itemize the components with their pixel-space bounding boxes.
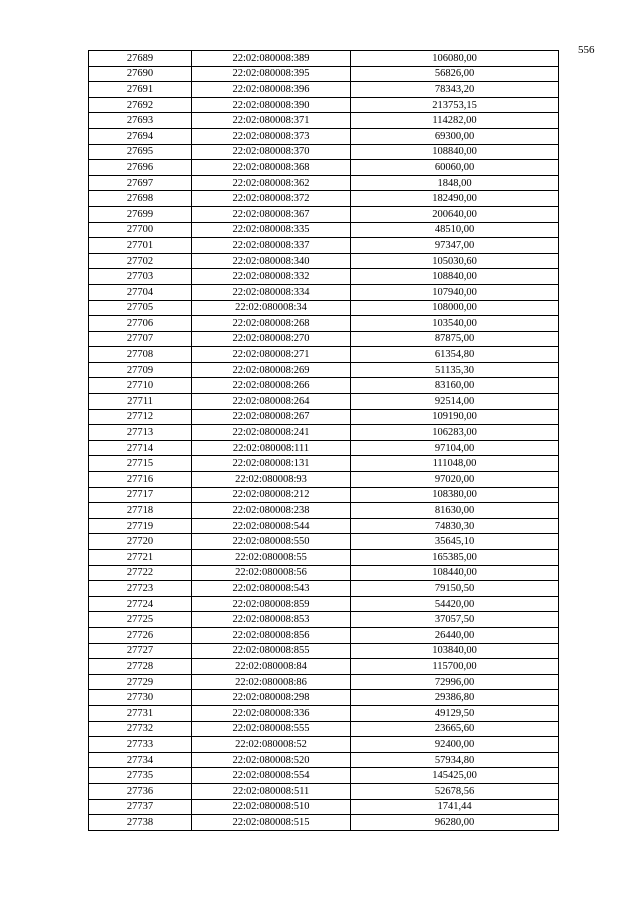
value-cell: 92400,00: [351, 737, 559, 753]
value-cell: 108000,00: [351, 300, 559, 316]
table-row: [89, 752, 559, 768]
value-cell: 182490,00: [351, 191, 559, 207]
record-number-cell: 27704: [89, 284, 192, 300]
record-number-cell: 27730: [89, 690, 192, 706]
table-row: [89, 783, 559, 799]
value-cell: 109190,00: [351, 409, 559, 425]
value-cell: 49129,50: [351, 705, 559, 721]
table-row: [89, 191, 559, 207]
table-row: [89, 347, 559, 363]
table-row: [89, 284, 559, 300]
record-number-cell: 27724: [89, 596, 192, 612]
table-row: [89, 768, 559, 784]
cadastral-number-cell: 22:02:080008:340: [192, 253, 351, 269]
cadastral-number-cell: 22:02:080008:241: [192, 425, 351, 441]
record-number-cell: 27709: [89, 362, 192, 378]
record-number-cell: 27723: [89, 581, 192, 597]
record-number-cell: 27702: [89, 253, 192, 269]
cadastral-number-cell: 22:02:080008:853: [192, 612, 351, 628]
value-cell: 97020,00: [351, 472, 559, 488]
cadastral-number-cell: 22:02:080008:212: [192, 487, 351, 503]
cadastral-number-cell: 22:02:080008:555: [192, 721, 351, 737]
cadastral-number-cell: 22:02:080008:268: [192, 316, 351, 332]
record-number-cell: 27701: [89, 238, 192, 254]
table-row: [89, 815, 559, 831]
record-number-cell: 27710: [89, 378, 192, 394]
table-row: [89, 721, 559, 737]
record-number-cell: 27725: [89, 612, 192, 628]
cadastral-number-cell: 22:02:080008:334: [192, 284, 351, 300]
value-cell: 29386,80: [351, 690, 559, 706]
cadastral-number-cell: 22:02:080008:554: [192, 768, 351, 784]
value-cell: 97347,00: [351, 238, 559, 254]
table-row: [89, 705, 559, 721]
value-cell: 78343,20: [351, 82, 559, 98]
cadastral-number-cell: 22:02:080008:337: [192, 238, 351, 254]
value-cell: 92514,00: [351, 394, 559, 410]
table-row: [89, 128, 559, 144]
table-row: [89, 206, 559, 222]
value-cell: 108440,00: [351, 565, 559, 581]
value-cell: 1848,00: [351, 175, 559, 191]
table-row: [89, 425, 559, 441]
cadastral-number-cell: 22:02:080008:389: [192, 51, 351, 67]
record-number-cell: 27715: [89, 456, 192, 472]
table-row: [89, 487, 559, 503]
value-cell: 26440,00: [351, 627, 559, 643]
cadastral-number-cell: 22:02:080008:269: [192, 362, 351, 378]
cadastral-number-cell: 22:02:080008:238: [192, 503, 351, 519]
value-cell: 60060,00: [351, 160, 559, 176]
record-number-cell: 27690: [89, 66, 192, 82]
registry-table: [88, 50, 559, 831]
table-row: [89, 440, 559, 456]
cadastral-number-cell: 22:02:080008:396: [192, 82, 351, 98]
cadastral-number-cell: 22:02:080008:298: [192, 690, 351, 706]
record-number-cell: 27694: [89, 128, 192, 144]
cadastral-number-cell: 22:02:080008:84: [192, 659, 351, 675]
value-cell: 200640,00: [351, 206, 559, 222]
cadastral-number-cell: 22:02:080008:52: [192, 737, 351, 753]
value-cell: 57934,80: [351, 752, 559, 768]
record-number-cell: 27733: [89, 737, 192, 753]
record-number-cell: 27719: [89, 518, 192, 534]
table-row: [89, 472, 559, 488]
cadastral-number-cell: 22:02:080008:856: [192, 627, 351, 643]
record-number-cell: 27735: [89, 768, 192, 784]
table-row: [89, 394, 559, 410]
value-cell: 61354,80: [351, 347, 559, 363]
cadastral-number-cell: 22:02:080008:266: [192, 378, 351, 394]
table-row: [89, 565, 559, 581]
value-cell: 79150,50: [351, 581, 559, 597]
value-cell: 213753,15: [351, 97, 559, 113]
record-number-cell: 27711: [89, 394, 192, 410]
table-row: [89, 378, 559, 394]
record-number-cell: 27696: [89, 160, 192, 176]
record-number-cell: 27737: [89, 799, 192, 815]
table-row: [89, 518, 559, 534]
value-cell: 165385,00: [351, 550, 559, 566]
table-row: [89, 82, 559, 98]
table-row: [89, 51, 559, 67]
record-number-cell: 27705: [89, 300, 192, 316]
value-cell: 106080,00: [351, 51, 559, 67]
table-row: [89, 300, 559, 316]
value-cell: 108380,00: [351, 487, 559, 503]
cadastral-number-cell: 22:02:080008:86: [192, 674, 351, 690]
cadastral-number-cell: 22:02:080008:543: [192, 581, 351, 597]
table-row: [89, 113, 559, 129]
table-row: [89, 737, 559, 753]
record-number-cell: 27700: [89, 222, 192, 238]
record-number-cell: 27693: [89, 113, 192, 129]
table-row: [89, 175, 559, 191]
registry-table-body: [89, 51, 559, 831]
cadastral-number-cell: 22:02:080008:855: [192, 643, 351, 659]
table-row: [89, 362, 559, 378]
cadastral-number-cell: 22:02:080008:515: [192, 815, 351, 831]
value-cell: 69300,00: [351, 128, 559, 144]
cadastral-number-cell: 22:02:080008:520: [192, 752, 351, 768]
record-number-cell: 27728: [89, 659, 192, 675]
record-number-cell: 27722: [89, 565, 192, 581]
cadastral-number-cell: 22:02:080008:371: [192, 113, 351, 129]
record-number-cell: 27692: [89, 97, 192, 113]
value-cell: 83160,00: [351, 378, 559, 394]
cadastral-number-cell: 22:02:080008:332: [192, 269, 351, 285]
table-row: [89, 534, 559, 550]
table-row: [89, 550, 559, 566]
record-number-cell: 27708: [89, 347, 192, 363]
value-cell: 114282,00: [351, 113, 559, 129]
value-cell: 51135,30: [351, 362, 559, 378]
value-cell: 103840,00: [351, 643, 559, 659]
value-cell: 23665,60: [351, 721, 559, 737]
record-number-cell: 27698: [89, 191, 192, 207]
cadastral-number-cell: 22:02:080008:373: [192, 128, 351, 144]
table-row: [89, 596, 559, 612]
value-cell: 56826,00: [351, 66, 559, 82]
record-number-cell: 27731: [89, 705, 192, 721]
cadastral-number-cell: 22:02:080008:372: [192, 191, 351, 207]
cadastral-number-cell: 22:02:080008:335: [192, 222, 351, 238]
value-cell: 35645,10: [351, 534, 559, 550]
value-cell: 111048,00: [351, 456, 559, 472]
table-row: [89, 144, 559, 160]
cadastral-number-cell: 22:02:080008:131: [192, 456, 351, 472]
value-cell: 106283,00: [351, 425, 559, 441]
cadastral-number-cell: 22:02:080008:370: [192, 144, 351, 160]
record-number-cell: 27712: [89, 409, 192, 425]
cadastral-number-cell: 22:02:080008:56: [192, 565, 351, 581]
cadastral-number-cell: 22:02:080008:264: [192, 394, 351, 410]
record-number-cell: 27713: [89, 425, 192, 441]
table-row: [89, 66, 559, 82]
table-row: [89, 659, 559, 675]
value-cell: 103540,00: [351, 316, 559, 332]
record-number-cell: 27691: [89, 82, 192, 98]
cadastral-number-cell: 22:02:080008:111: [192, 440, 351, 456]
value-cell: 37057,50: [351, 612, 559, 628]
table-row: [89, 799, 559, 815]
value-cell: 54420,00: [351, 596, 559, 612]
record-number-cell: 27726: [89, 627, 192, 643]
page-number: 556: [578, 44, 595, 56]
cadastral-number-cell: 22:02:080008:544: [192, 518, 351, 534]
table-row: [89, 643, 559, 659]
table-row: [89, 627, 559, 643]
cadastral-number-cell: 22:02:080008:859: [192, 596, 351, 612]
table-row: [89, 503, 559, 519]
cadastral-number-cell: 22:02:080008:368: [192, 160, 351, 176]
value-cell: 48510,00: [351, 222, 559, 238]
record-number-cell: 27727: [89, 643, 192, 659]
record-number-cell: 27707: [89, 331, 192, 347]
table-row: [89, 97, 559, 113]
cadastral-number-cell: 22:02:080008:336: [192, 705, 351, 721]
value-cell: 81630,00: [351, 503, 559, 519]
cadastral-number-cell: 22:02:080008:93: [192, 472, 351, 488]
cadastral-number-cell: 22:02:080008:550: [192, 534, 351, 550]
cadastral-number-cell: 22:02:080008:362: [192, 175, 351, 191]
value-cell: 87875,00: [351, 331, 559, 347]
cadastral-number-cell: 22:02:080008:267: [192, 409, 351, 425]
value-cell: 108840,00: [351, 269, 559, 285]
record-number-cell: 27714: [89, 440, 192, 456]
table-row: [89, 269, 559, 285]
cadastral-number-cell: 22:02:080008:390: [192, 97, 351, 113]
value-cell: 115700,00: [351, 659, 559, 675]
table-row: [89, 160, 559, 176]
record-number-cell: 27720: [89, 534, 192, 550]
value-cell: 108840,00: [351, 144, 559, 160]
value-cell: 72996,00: [351, 674, 559, 690]
cadastral-number-cell: 22:02:080008:510: [192, 799, 351, 815]
record-number-cell: 27689: [89, 51, 192, 67]
value-cell: 97104,00: [351, 440, 559, 456]
value-cell: 1741,44: [351, 799, 559, 815]
record-number-cell: 27721: [89, 550, 192, 566]
table-row: [89, 222, 559, 238]
record-number-cell: 27716: [89, 472, 192, 488]
record-number-cell: 27736: [89, 783, 192, 799]
cadastral-number-cell: 22:02:080008:34: [192, 300, 351, 316]
record-number-cell: 27699: [89, 206, 192, 222]
table-row: [89, 581, 559, 597]
cadastral-number-cell: 22:02:080008:367: [192, 206, 351, 222]
table-row: [89, 331, 559, 347]
table-row: [89, 674, 559, 690]
record-number-cell: 27729: [89, 674, 192, 690]
cadastral-number-cell: 22:02:080008:271: [192, 347, 351, 363]
value-cell: 74830,30: [351, 518, 559, 534]
record-number-cell: 27697: [89, 175, 192, 191]
record-number-cell: 27738: [89, 815, 192, 831]
value-cell: 105030,60: [351, 253, 559, 269]
table-row: [89, 253, 559, 269]
table-row: [89, 316, 559, 332]
value-cell: 96280,00: [351, 815, 559, 831]
cadastral-number-cell: 22:02:080008:511: [192, 783, 351, 799]
record-number-cell: 27732: [89, 721, 192, 737]
table-row: [89, 456, 559, 472]
record-number-cell: 27734: [89, 752, 192, 768]
table-row: [89, 690, 559, 706]
value-cell: 52678,56: [351, 783, 559, 799]
record-number-cell: 27718: [89, 503, 192, 519]
record-number-cell: 27695: [89, 144, 192, 160]
cadastral-number-cell: 22:02:080008:270: [192, 331, 351, 347]
value-cell: 107940,00: [351, 284, 559, 300]
table-row: [89, 238, 559, 254]
table-row: [89, 409, 559, 425]
record-number-cell: 27717: [89, 487, 192, 503]
record-number-cell: 27703: [89, 269, 192, 285]
value-cell: 145425,00: [351, 768, 559, 784]
cadastral-number-cell: 22:02:080008:55: [192, 550, 351, 566]
cadastral-number-cell: 22:02:080008:395: [192, 66, 351, 82]
table-row: [89, 612, 559, 628]
record-number-cell: 27706: [89, 316, 192, 332]
